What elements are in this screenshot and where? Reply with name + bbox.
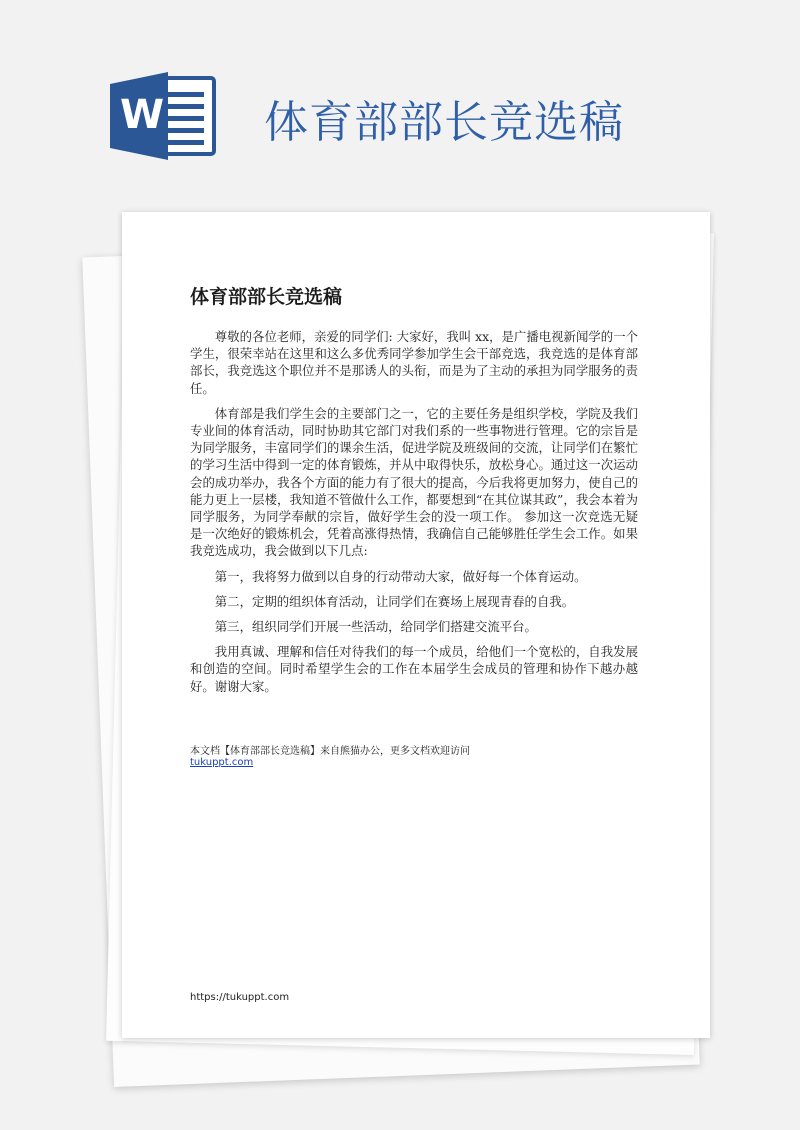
- word-document-icon: [110, 68, 228, 164]
- paragraph-department: 体育部是我们学生会的主要部门之一，它的主要任务是组织学校，学院及我们专业间的体育活动，同时协助其它部门对我们系的一些事物进行管理。它的宗旨是为同学服务，丰富同学们的课余生活，促进学院及班级间的交流，让同学们在繁忙的学习生活中得到一定的体育锻炼，并从中取得快乐，放松身心。通过这一次运动会的成功举办，我各个方面的能力有了很大的提高，今后我将更加努力，使自己的能力更上一层楼，我知道不管做什么工作，都要想到“在其位谋其政”，我会本着为同学服务，为同学奉献的宗旨，做好学生会的没一项工作。 参加这一次竞选无疑是一次绝好的锻炼机会，凭着高涨得热情，我确信自己能够胜任学生会工作。如果我竞选成功，我会做到以下几点:: [190, 405, 638, 559]
- paragraph-point-1: 第一，我将努力做到以自身的行动带动大家，做好每一个体育运动。: [214, 568, 587, 584]
- footer-url: https://tukuppt.com: [190, 992, 290, 1003]
- source-note: 本文档【体育部部长竞选稿】来自熊猫办公，更多文档欢迎访问: [190, 746, 470, 757]
- document-body: [190, 328, 638, 703]
- word-logo-letter: W: [120, 92, 165, 138]
- document-page: [122, 212, 710, 1038]
- document-title: 体育部部长竞选稿: [190, 286, 343, 308]
- paragraph-greeting: 尊敬的各位老师，亲爱的同学们: 大家好，我叫 xx，是广播电视新闻学的一个学生，很荣幸站在这里和这么多优秀同学参加学生会干部竞选，我竞选的是体育部部长，我竞选这个职位并不是那诱人的头衔，而是为了主动的承担为同学服务的责任。: [190, 329, 638, 396]
- paragraph-point-2: 第二，定期的组织体育活动，让同学们在赛场上展现青春的自我。: [214, 593, 575, 609]
- paragraph-closing: 我用真诚、理解和信任对待我们的每一个成员，给他们一个宽松的，自我发展和创造的空间。同时希望学生会的工作在本届学生会成员的管理和协作下越办越好。谢谢大家。: [190, 644, 638, 694]
- paragraph-point-3: 第三，组织同学们开展一些活动，给同学们搭建交流平台。: [214, 619, 537, 635]
- source-link[interactable]: tukuppt.com: [190, 757, 254, 768]
- banner-title: 体育部部长竞选稿: [264, 97, 624, 148]
